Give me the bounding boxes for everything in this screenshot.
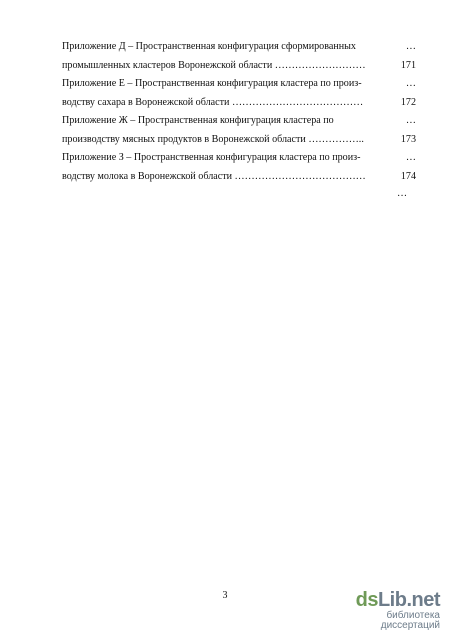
toc-entry-line: водству сахара в Воронежской области ………………………………… <box>62 96 364 108</box>
toc-entry-pages <box>389 75 418 112</box>
toc-page-number: 172 <box>400 96 416 108</box>
toc-entry-title <box>62 149 389 186</box>
toc-entry-line: Приложение Ж – Пространственная конфигурация кластера по <box>62 115 334 126</box>
watermark-subtitle: библиотека диссертаций <box>380 610 440 631</box>
toc-entry-pages <box>389 149 418 186</box>
toc-entry-pages <box>389 38 418 75</box>
toc-entry-line: промышленных кластеров Воронежской области ……………………… <box>62 59 366 71</box>
toc-page-number: 174 <box>400 170 416 182</box>
toc-dots: … <box>405 115 416 126</box>
toc-entry-line: Приложение Д – Пространственная конфигурация сформированных <box>62 41 356 52</box>
watermark-logo <box>334 590 440 610</box>
watermark <box>334 590 440 631</box>
toc-dots: … <box>405 78 416 89</box>
page-number: 3 <box>222 590 228 601</box>
toc-entry-appendix-d <box>62 38 418 75</box>
toc-entry-line: водству молока в Воронежской области ………………………………… <box>62 170 366 182</box>
toc-page-number: 173 <box>400 133 416 145</box>
toc-entry-title <box>62 38 389 75</box>
toc-entry-line: Приложение З – Пространственная конфигурация кластера по произ- <box>62 152 361 163</box>
toc-dots: … <box>405 152 416 163</box>
toc-page-number: 171 <box>400 59 416 71</box>
watermark-logo-suffix: Lib.net <box>377 589 440 611</box>
toc-dots: … <box>405 41 416 52</box>
table-of-contents <box>62 38 418 186</box>
toc-entry-appendix-e <box>62 75 418 112</box>
toc-entry-title <box>62 75 389 112</box>
toc-entry-appendix-z <box>62 149 418 186</box>
watermark-logo-prefix: ds <box>355 589 378 611</box>
toc-entry-pages <box>389 112 418 149</box>
toc-entry-title <box>62 112 389 149</box>
toc-trailing-dots: … <box>397 188 408 199</box>
toc-entry-line: Приложение Е – Пространственная конфигурация кластера по произ- <box>62 78 362 89</box>
toc-entry-line: производству мясных продуктов в Воронежской области …………….. <box>62 133 364 145</box>
toc-entry-appendix-zh <box>62 112 418 149</box>
